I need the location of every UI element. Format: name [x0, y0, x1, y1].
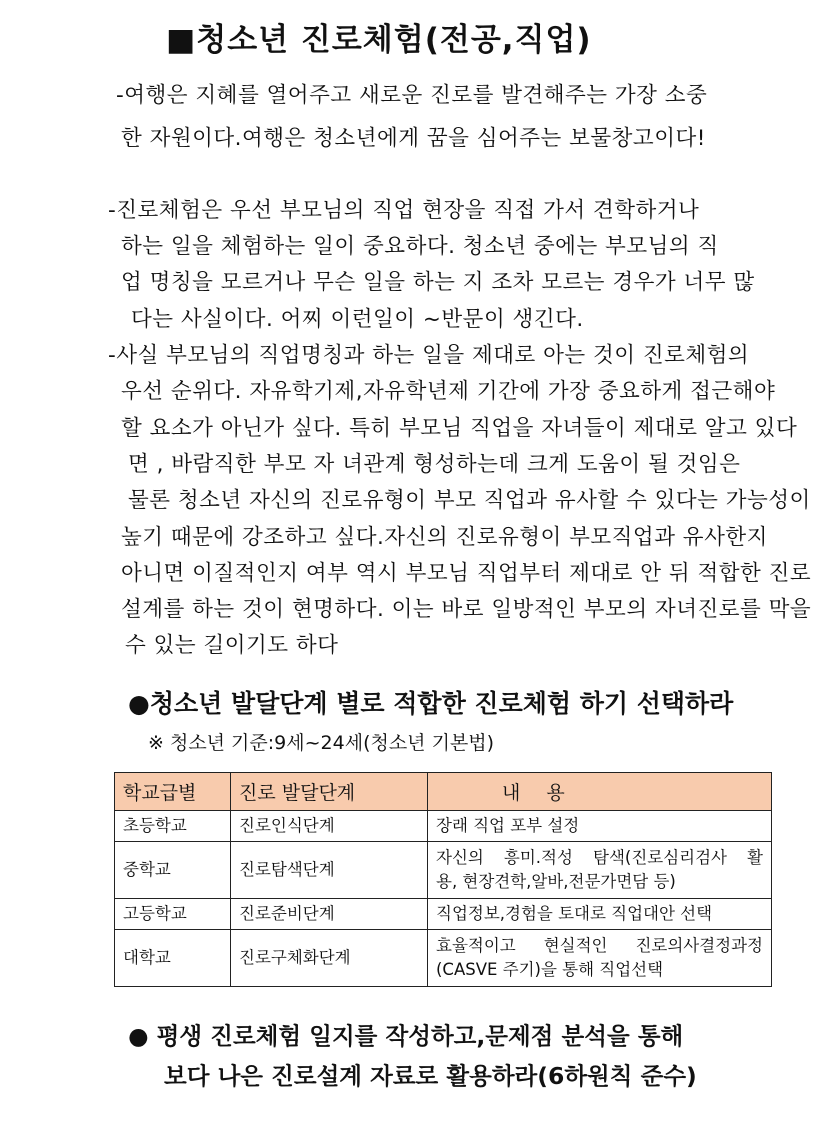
cell-content-line: 자신의 흥미.적성 탐색(진로심리검사 활: [436, 848, 763, 868]
cell-stage: 진로준비단계: [231, 899, 428, 930]
cell-stage: 진로구체화단계: [231, 930, 428, 987]
cell-content: [428, 930, 772, 987]
paragraph-line: 수 있는 길이기도 하다: [125, 633, 339, 658]
cell-school: 초등학교: [115, 811, 231, 842]
paragraph-line: -여행은 지혜를 열어주고 새로운 진로를 발견해주는 가장 소중: [116, 83, 708, 108]
paragraph-line: 높기 때문에 강조하고 싶다.자신의 진로유형이 부모직업과 유사한지: [121, 525, 768, 550]
cell-content: 직업정보,경험을 토대로 직업대안 선택: [428, 899, 772, 930]
paragraph-line: 아니면 이질적인지 여부 역시 부모님 직업부터 제대로 안 뒤 적합한 진로: [121, 561, 812, 586]
section-heading: ●청소년 발달단계 별로 적합한 진로체험 하기 선택하라: [128, 689, 734, 718]
page-title: ■청소년 진로체험(전공,직업): [166, 22, 592, 58]
table-row: [115, 811, 772, 842]
bullet-heading-line: 보다 나은 진로설계 자료로 활용하라(6하원칙 준수): [164, 1062, 697, 1090]
cell-school: 고등학교: [115, 899, 231, 930]
paragraph-line: 물론 청소년 자신의 진로유형이 부모 직업과 유사할 수 있다는 가능성이: [128, 488, 811, 513]
paragraph-line: 다는 사실이다. 어찌 이런일이 ~반문이 생긴다.: [131, 307, 584, 332]
bullet-heading-line: ● 평생 진로체험 일지를 작성하고,문제점 분석을 통해: [128, 1022, 684, 1050]
paragraph-line: 업 명칭을 모르거나 무슨 일을 하는 지 조차 모르는 경우가 너무 많: [121, 270, 755, 295]
header-school-level: 학교급별: [115, 773, 231, 811]
paragraph-line: 설계를 하는 것이 현명하다. 이는 바로 일방적인 부모의 자녀진로를 막을: [121, 597, 812, 622]
header-content: 내 용: [428, 773, 772, 811]
cell-content-line: 효율적이고 현실적인 진로의사결정과정: [436, 936, 763, 956]
paragraph-line: 우선 순위다. 자유학기제,자유학년제 기간에 가장 중요하게 접근해야: [121, 379, 776, 404]
table-header-row: [115, 773, 772, 811]
cell-school: 중학교: [115, 842, 231, 899]
paragraph-line: -사실 부모님의 직업명칭과 하는 일을 제대로 아는 것이 진로체험의: [108, 343, 750, 368]
paragraph-line: 하는 일을 체험하는 일이 중요하다. 청소년 중에는 부모님의 직: [121, 234, 719, 259]
header-stage: 진로 발달단계: [231, 773, 428, 811]
development-stage-table: [114, 772, 772, 987]
cell-content: 장래 직업 포부 설정: [428, 811, 772, 842]
cell-stage: 진로인식단계: [231, 811, 428, 842]
table-row: [115, 899, 772, 930]
cell-stage: 진로탐색단계: [231, 842, 428, 899]
paragraph-line: 할 요소가 아닌가 싶다. 특히 부모님 직업을 자녀들이 제대로 알고 있다: [121, 416, 798, 441]
paragraph-line: -진로체험은 우선 부모님의 직업 현장을 직접 가서 견학하거나: [108, 198, 700, 223]
cell-content: [428, 842, 772, 899]
paragraph-line: 면 , 바람직한 부모 자 녀관계 형성하는데 크게 도움이 될 것임은: [128, 452, 741, 477]
cell-school: 대학교: [115, 930, 231, 987]
table-row: [115, 842, 772, 899]
paragraph-line: 한 자원이다.여행은 청소년에게 꿈을 심어주는 보물창고이다!: [121, 126, 706, 151]
table-row: [115, 930, 772, 987]
cell-content-line: 용, 현장견학,알바,전문가면담 등): [436, 872, 676, 891]
age-criteria-note: ※ 청소년 기준:9세~24세(청소년 기본법): [148, 732, 495, 754]
cell-content-line: (CASVE 주기)을 통해 직업선택: [436, 960, 664, 979]
